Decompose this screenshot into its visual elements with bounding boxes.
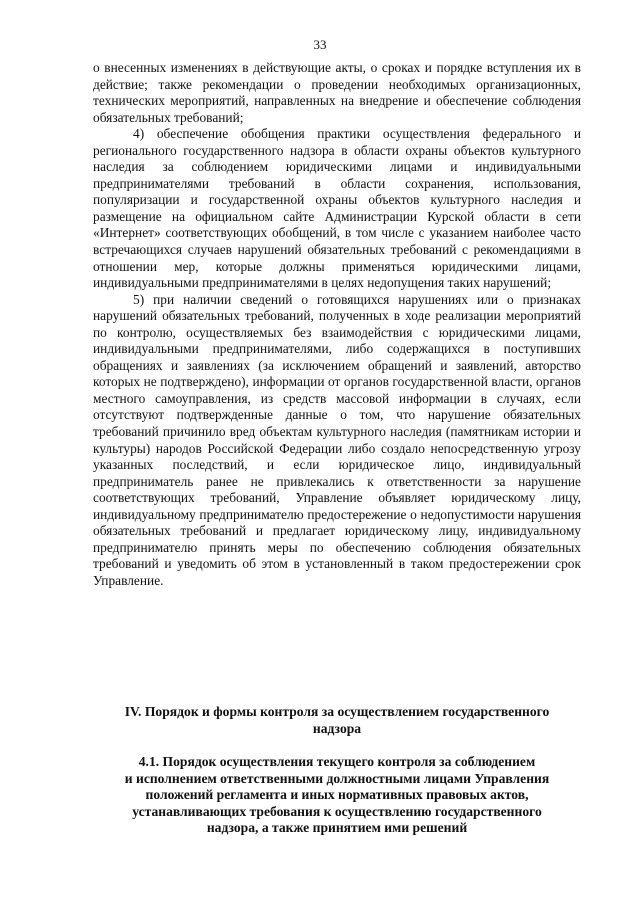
page-number: 33 xyxy=(313,37,327,52)
paragraph-continuation: о внесенных изменениях в действующие акты, о сроках и порядке вступления их в действие; также рекомендации о проведении необходимых организационных, технических мероприятий, направленных на внедрение и обеспечение соблюдения обязательных требований; xyxy=(93,60,581,125)
subsection-heading-line: и исполнением ответственными должностными лицами Управления xyxy=(124,770,550,786)
subsection-heading-line: надзора, а также принятием ими решений xyxy=(206,820,468,836)
subsection-heading-line: устанавливающих требования к осуществлению государственного xyxy=(132,803,542,819)
paragraph-item-5: 5) при наличии сведений о готовящихся нарушениях или о признаках нарушений обязательных требований, полученных в ходе реализации мероприятий по контролю, осуществляемых без взаимодействия с юридическими лицами, индивидуальными предпринимателями, либо содержащихся в поступивших обращениях и заявлениях (за исключением обращений и заявлений, авторство которых не подтверждено), информации от органов государственной власти, органов местного самоуправления, из средств массовой информации в случаях, если отсутствуют подтвержденные данные о том, что нарушение обязательных требований причинило вред объектам культурного наследия (памятникам истории и культуры) народов Российской Федерации либо создало непосредственную угрозу указанных последствий, и если юридическое лицо, индивидуальный предприниматель ранее не привлекались к ответственности за нарушение соответствующих требований, Управление объявляет юридическому лицу, индивидуальному предпринимателю предостережение о недопустимости нарушения обязательных требований и предлагает юридическому лицу, индивидуальному предпринимателю принять меры по обеспечению соблюдения обязательных требований и уведомить об этом в установленный в таком предостережении срок Управление. xyxy=(93,291,581,588)
subsection-heading-line: положений регламента и иных нормативных правовых актов, xyxy=(145,787,529,803)
subsection-heading xyxy=(93,754,581,837)
section-heading-line: IV. Порядок и формы контроля за осуществлением государственного xyxy=(124,704,550,719)
document-body xyxy=(93,60,581,590)
paragraph-item-4: 4) обеспечение обобщения практики осуществления федерального и регионального государственного надзора в области охраны объектов культурного наследия за соблюдением юридическими лицами и индивидуальными предпринимателями требований в области сохранения, использования, популяризации и государственной охраны объектов культурного наследия и размещение на официальном сайте Администрации Курской области в сети «Интернет» соответствующих обобщений, в том числе с указанием наиболее часто встречающихся случаев нарушений обязательных требований с рекомендациями в отношении мер, которые должны применяться юридическими лицами, индивидуальными предпринимателями в целях недопущения таких нарушений; xyxy=(93,126,581,291)
section-heading xyxy=(93,704,581,737)
subsection-heading-line: 4.1. Порядок осуществления текущего контроля за соблюдением xyxy=(138,754,536,769)
section-heading-line: надзора xyxy=(312,720,362,736)
